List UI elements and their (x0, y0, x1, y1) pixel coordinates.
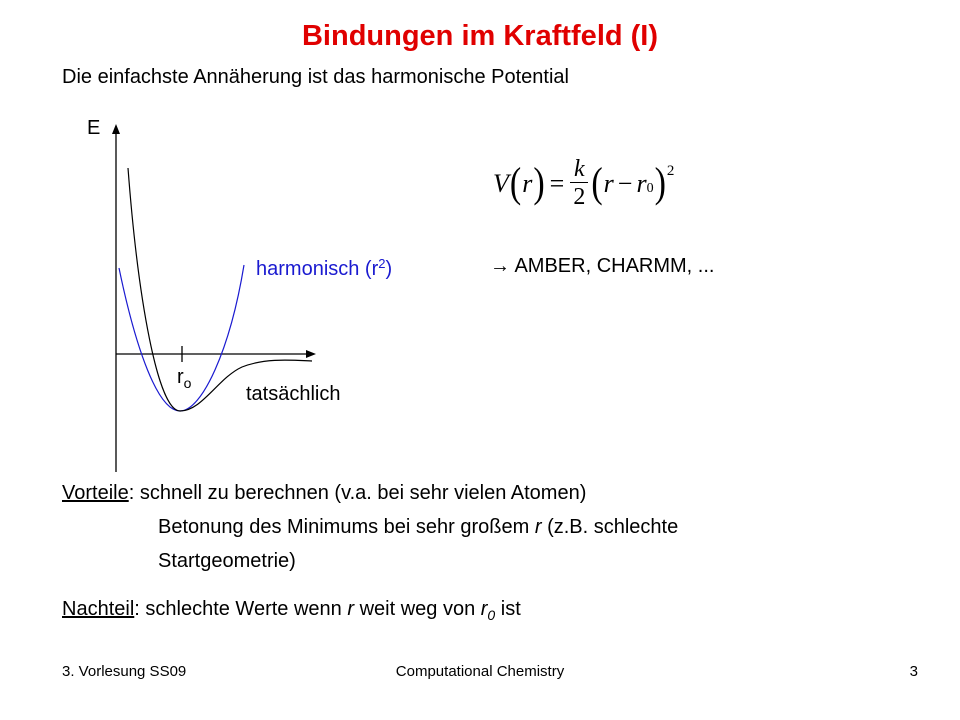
advantages-label: Vorteile (62, 482, 129, 504)
disadvantage-label: Nachteil (62, 598, 135, 620)
real-curve (128, 168, 312, 411)
force-field-examples: → AMBER, CHARMM, ... (490, 255, 715, 277)
y-axis-arrowhead (112, 124, 120, 134)
slide-title: Bindungen im Kraftfeld (I) (301, 20, 659, 52)
potential-plot (60, 110, 400, 475)
disadvantage-line: Nachteil: schlechte Werte wenn r weit weg von $r_0$ ist (62, 598, 521, 623)
harmonic-potential-formula: V ( r ) = $\frac{k}{2}$ ( r − r $_0$ ) $^2$ (493, 156, 675, 210)
footer-page-number: 3 (909, 663, 918, 680)
x-axis-arrowhead (306, 350, 316, 358)
advantages-line-2: Betonung des Minimums bei sehr großem r (z.B. schlechte (158, 516, 679, 538)
advantages-line-3: Startgeometrie) (158, 550, 296, 572)
y-axis-label: E (87, 117, 101, 139)
real-curve-label: tatsächlich (246, 383, 341, 405)
footer-course: Computational Chemistry (395, 663, 565, 680)
r0-label: $r_o$ (177, 366, 192, 391)
harmonic-curve (119, 265, 244, 411)
footer-lecture: 3. Vorlesung SS09 (62, 663, 187, 680)
advantages-line-1: Vorteile: schnell zu berechnen (v.a. bei sehr vielen Atomen) (62, 482, 587, 504)
slide-subtitle: Die einfachste Annäherung ist das harmonische Potential (62, 66, 569, 88)
harmonic-label: harmonisch $(r^2)$ (256, 256, 393, 280)
